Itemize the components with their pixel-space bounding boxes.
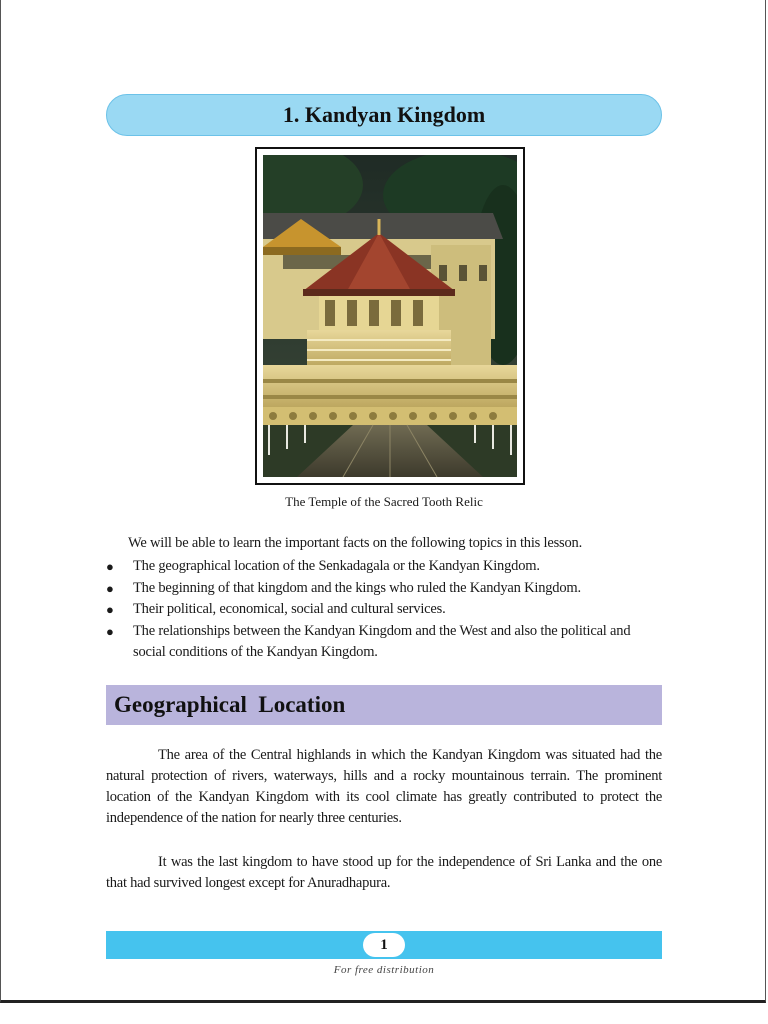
list-item xyxy=(106,578,662,600)
topic-text: Their political, economical, social and cultural services. xyxy=(133,601,446,617)
paragraph: The area of the Central highlands in which the Kandyan Kingdom was situated had the natural protection of rivers, waterways, hills and a rocky mountainous terrain. The prominent location of the Kandyan Kingdom with its cool climate has greatly contributed to protect the independence of the nation for nearly three centuries. xyxy=(106,747,662,826)
temple-photo xyxy=(255,147,525,485)
temple-illustration xyxy=(263,155,517,477)
chapter-title-text: 1. Kandyan Kingdom xyxy=(282,102,486,127)
topic-text: The relationships between the Kandyan Kingdom and the West and also the political and social conditions of the Kandyan Kingdom. xyxy=(133,622,631,660)
list-item xyxy=(106,599,662,621)
list-item xyxy=(106,556,662,578)
bullet-icon: ● xyxy=(106,559,114,574)
topic-text: The geographical location of the Senkadagala or the Kandyan Kingdom. xyxy=(133,558,540,574)
topic-text: The beginning of that kingdom and the kings who ruled the Kandyan Kingdom. xyxy=(133,579,581,596)
list-item xyxy=(106,621,662,664)
footer-note: For free distribution xyxy=(333,964,435,976)
paragraph: It was the last kingdom to have stood up for the independence of Sri Lanka and the one that had survived longest except for Anuradhapura. xyxy=(106,854,662,891)
topic-list xyxy=(106,556,662,664)
bullet-icon: ● xyxy=(106,602,114,617)
page-number: 1 xyxy=(363,933,405,957)
section-heading-text: Geographical Location xyxy=(114,692,346,717)
photo-caption: The Temple of the Sacred Tooth Relic xyxy=(285,494,483,509)
bullet-icon: ● xyxy=(106,623,114,639)
section-heading xyxy=(106,685,662,725)
lesson-intro: We will be able to learn the important facts on the following topics in this lesson. xyxy=(128,535,582,551)
bullet-icon: ● xyxy=(106,580,114,596)
chapter-title xyxy=(106,94,662,136)
